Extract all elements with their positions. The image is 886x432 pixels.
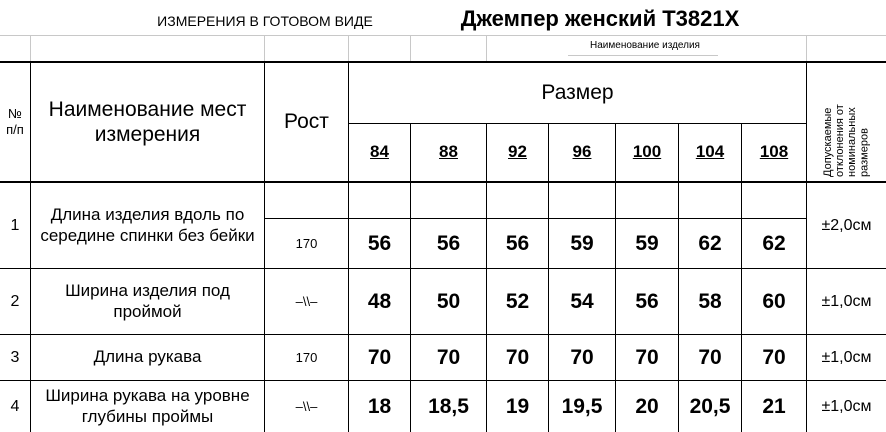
grid-line	[410, 35, 411, 61]
row-value: 18	[367, 394, 392, 418]
row-rost: 170	[295, 235, 318, 251]
grid-line	[264, 35, 265, 61]
row-value: 60	[762, 289, 786, 313]
row-value: 50	[436, 289, 461, 313]
row-number: 2	[10, 292, 20, 310]
row-tolerance: ±1,0см	[821, 292, 872, 310]
row-rost: 170	[295, 349, 318, 365]
row-value: 59	[570, 231, 594, 255]
grid-line	[806, 35, 807, 61]
grid-line	[0, 35, 886, 36]
size-header-84: 84	[370, 142, 389, 162]
column-header-name: Наименование мест измерения	[48, 97, 247, 146]
row-value: 70	[698, 345, 722, 369]
row-number: 4	[10, 397, 20, 415]
row-measurement-name: Длина рукава	[93, 347, 202, 367]
row-value: 70	[367, 345, 392, 369]
row-value: 18,5	[428, 394, 469, 418]
grid-line	[30, 35, 31, 61]
row-tolerance: ±2,0см	[821, 216, 872, 234]
row-rost: –\\–	[295, 293, 318, 309]
row-value: 19	[505, 394, 530, 418]
row-tolerance: ±1,0см	[821, 348, 872, 366]
row-value: 70	[505, 345, 530, 369]
row-value: 48	[367, 289, 392, 313]
column-header-tolerance-cell	[807, 63, 886, 181]
row-value: 54	[570, 289, 594, 313]
size-header-108: 108	[759, 142, 789, 162]
grid-line	[486, 35, 487, 61]
grid-line	[348, 35, 349, 61]
row-value: 21	[762, 394, 786, 418]
row-value: 56	[436, 231, 461, 255]
row-number: 1	[10, 216, 20, 234]
row-value: 70	[635, 345, 659, 369]
row-rost: –\\–	[295, 398, 318, 414]
row-value: 52	[505, 289, 530, 313]
size-header-92: 92	[508, 142, 527, 162]
column-header-rost: Рост	[284, 110, 329, 134]
row-value: 56	[505, 231, 530, 255]
row-measurement-name: Ширина рукава на уровне глубины проймы	[45, 386, 250, 426]
column-header-razmer: Размер	[541, 81, 614, 105]
row-value: 70	[762, 345, 786, 369]
row-value: 56	[367, 231, 392, 255]
product-subtitle: Наименование изделия	[590, 40, 700, 51]
row-value: 62	[698, 231, 722, 255]
row-value: 56	[635, 289, 659, 313]
row-measurement-name: Длина изделия вдоль по середине спинки без бейки	[40, 205, 255, 245]
size-header-100: 100	[632, 142, 662, 162]
size-header-104: 104	[695, 142, 725, 162]
row-value: 20,5	[689, 394, 731, 418]
row-value: 20	[635, 394, 659, 418]
size-header-96: 96	[572, 142, 592, 162]
sheet-title: ИЗМЕРЕНИЯ В ГОТОВОМ ВИДЕ	[157, 12, 373, 29]
row-value: 70	[570, 345, 594, 369]
row-value: 59	[635, 231, 659, 255]
row-tolerance: ±1,0см	[821, 397, 872, 415]
grid-line	[568, 55, 718, 56]
column-header-tolerance: Допускаемые отклонения от номинальных размеров	[822, 104, 871, 177]
row-value: 58	[698, 289, 722, 313]
size-header-88: 88	[439, 142, 458, 162]
row-value: 62	[762, 231, 786, 255]
row-measurement-name: Ширина изделия под проймой	[65, 281, 230, 321]
row-value: 19,5	[561, 394, 603, 418]
row-value: 70	[436, 345, 461, 369]
product-name: Джемпер женский Т3821Х	[460, 5, 740, 31]
row-number: 3	[10, 348, 20, 366]
column-header-number: № п/п	[6, 106, 24, 137]
